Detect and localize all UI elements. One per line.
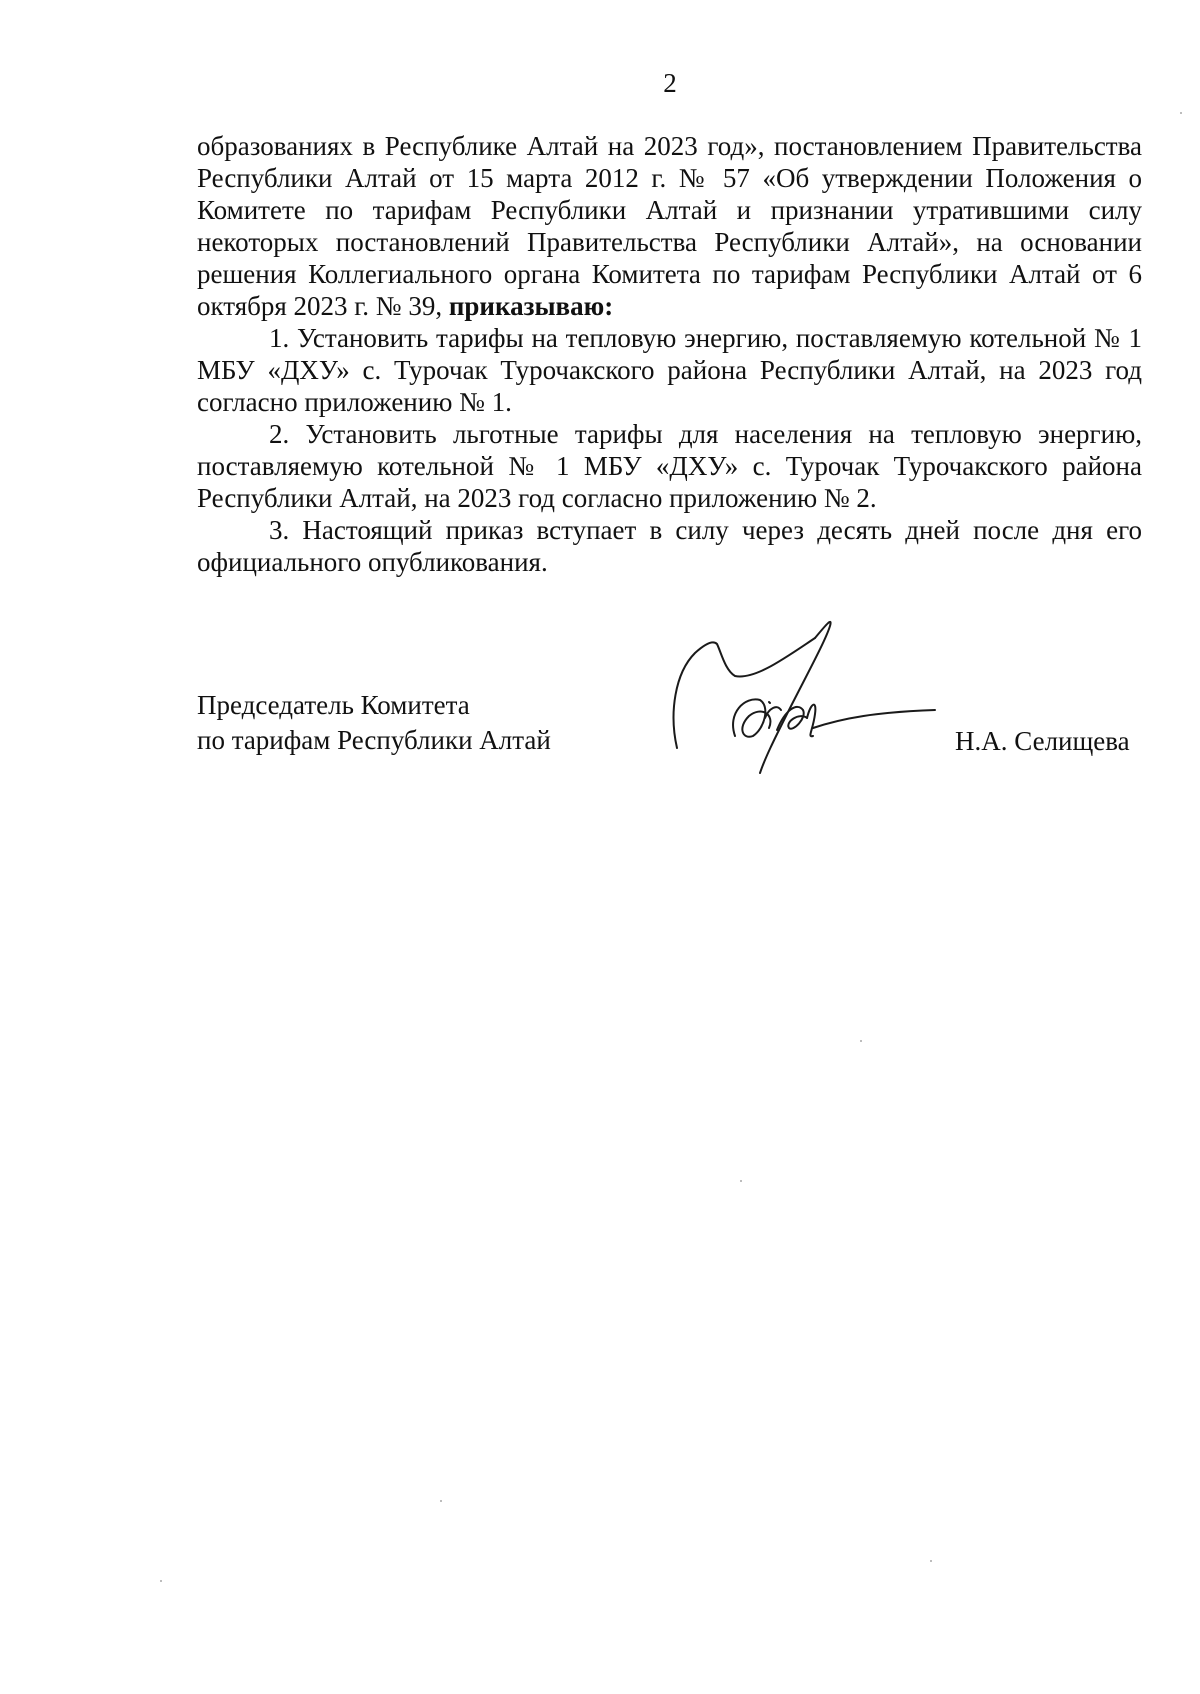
signatory-title [197,688,551,758]
scan-speck [440,1500,442,1502]
order-keyword: приказываю: [448,291,614,321]
page-number: 2 [663,68,677,98]
scan-speck [930,1560,932,1562]
preamble-text: образованиях в Республике Алтай на 2023 год», постановлением Правительства Республики Алтай от 15 марта 2012 г. № 57 «Об утверждении Положения о Комитете по тарифам Республики Алтай и признании утратившими силу некоторых постановлений Правительства Республики Алтай», на основании решения Коллегиального органа Комитета по тарифам Республики Алтай от 6 октября 2023 г. № 39, [197,131,1142,321]
signatory-title-line-1: Председатель Комитета [197,690,470,720]
paragraph-preamble [197,130,1142,322]
signatory-title-line-2: по тарифам Республики Алтай [197,725,551,755]
scan-speck [160,1580,162,1582]
signer-name: Н.А. Селищева [955,726,1130,756]
paragraph-item-1: 1. Установить тарифы на тепловую энергию, поставляемую котельной № 1 МБУ «ДХУ» с. Турочак Турочакского района Республики Алтай, на 2023 год согласно приложению № 1. [197,323,1142,417]
paragraph-item-3: 3. Настоящий приказ вступает в силу через десять дней после дня его официального опубликования. [197,515,1142,577]
scan-speck [1180,112,1182,114]
scan-speck [740,1180,742,1182]
paragraph-item-2: 2. Установить льготные тарифы для населения на тепловую энергию, поставляемую котельной № 1 МБУ «ДХУ» с. Турочак Турочакского района Республики Алтай, на 2023 год согласно приложению № 2. [197,419,1142,513]
handwritten-signature [665,618,940,778]
scan-speck [860,1040,862,1042]
document-body [197,130,1142,578]
